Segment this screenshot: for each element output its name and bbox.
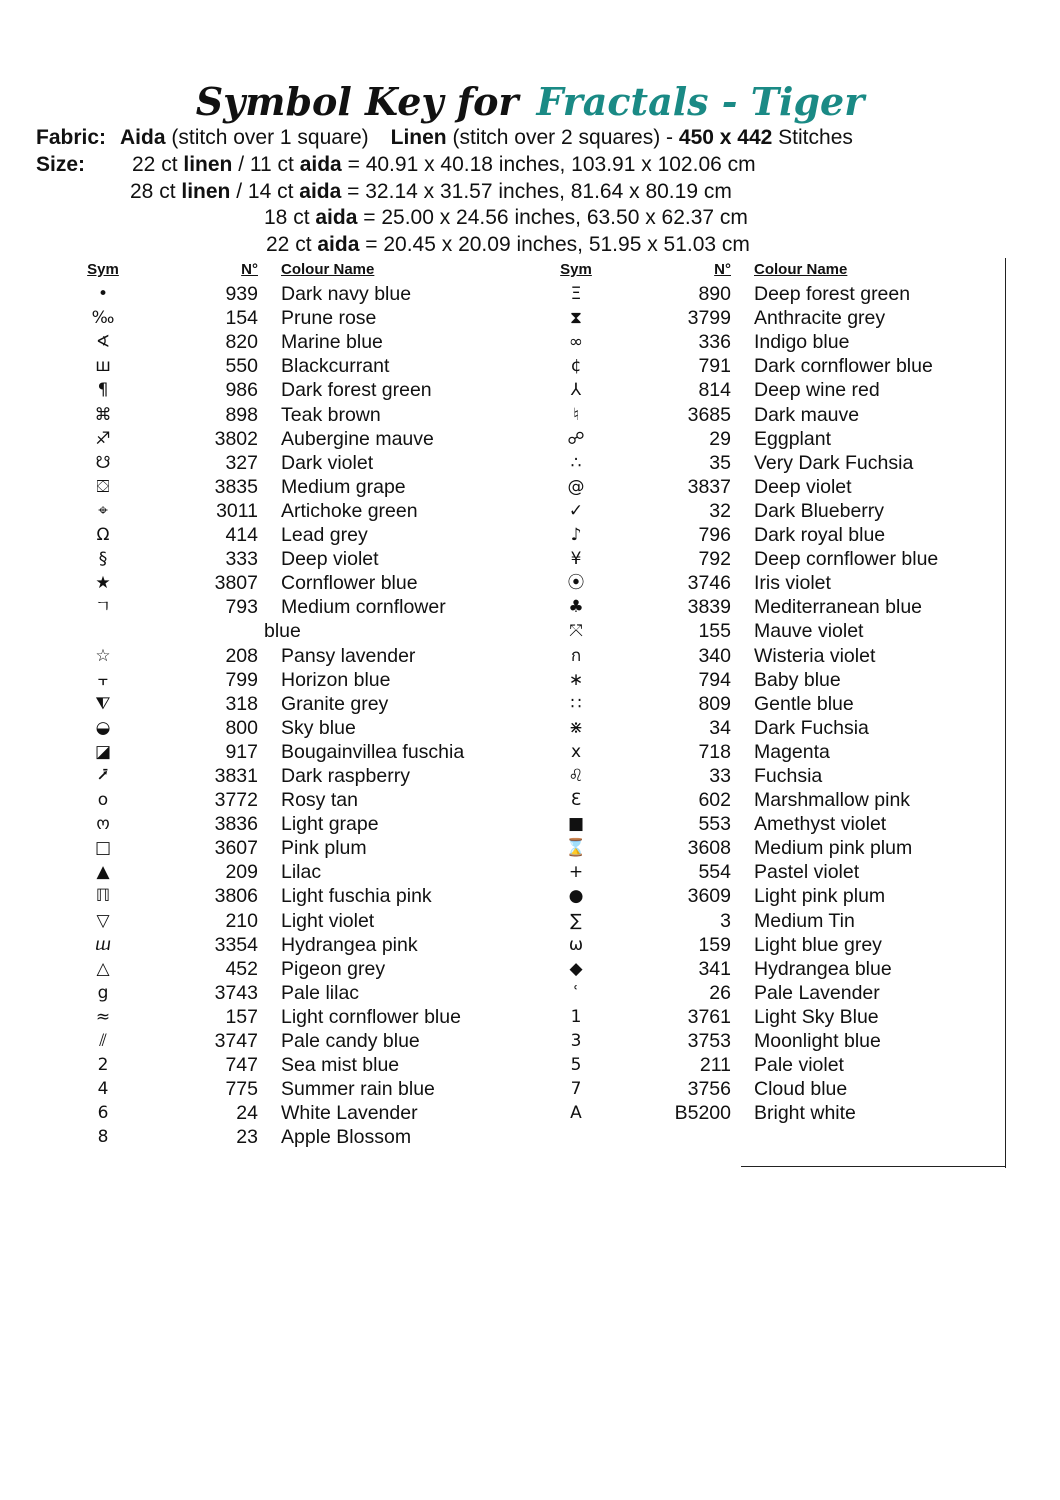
table-border-right bbox=[1005, 258, 1006, 1168]
size-count: 22 ct bbox=[266, 233, 312, 256]
symbol-cell: ♪ bbox=[570, 525, 582, 546]
colour-name-cell: Dark Blueberry bbox=[754, 499, 885, 522]
colour-name-cell: Deep wine red bbox=[754, 379, 880, 402]
number-cell: 898 bbox=[225, 403, 258, 426]
number-cell: 794 bbox=[698, 668, 731, 691]
number-cell: 3772 bbox=[214, 789, 258, 812]
size-fabric: aida bbox=[315, 206, 358, 229]
symbol-cell: 3 bbox=[570, 1031, 582, 1051]
symbol-cell: ⌖ bbox=[98, 500, 108, 521]
colour-name-cell: Dark forest green bbox=[281, 379, 432, 402]
number-cell: 553 bbox=[698, 813, 731, 836]
colour-name-cell: Prune rose bbox=[281, 307, 377, 330]
symbol-cell: ∑ bbox=[570, 910, 582, 931]
colour-name-cell: Medium grape bbox=[281, 475, 406, 498]
size-dimensions: = 40.91 x 40.18 inches, 103.91 x 102.06 cm bbox=[347, 153, 756, 176]
symbol-cell: ☍ bbox=[567, 428, 585, 449]
colour-name-cell: Light cornflower blue bbox=[281, 1005, 461, 1028]
colour-name-cell: Light fuschia pink bbox=[281, 885, 432, 908]
symbol-cell: ♮ bbox=[572, 404, 580, 425]
colour-name-cell: Deep forest green bbox=[754, 283, 911, 306]
number-cell: 35 bbox=[709, 451, 731, 474]
title-prefix: Symbol Key for bbox=[195, 79, 519, 124]
colour-name-cell: Artichoke green bbox=[281, 499, 418, 522]
number-cell: B5200 bbox=[674, 1102, 731, 1125]
number-cell: 747 bbox=[225, 1054, 258, 1077]
number-cell: 3806 bbox=[214, 885, 258, 908]
symbol-cell: ʿ bbox=[573, 982, 579, 1003]
colour-name-cell: Bougainvillea fuschia bbox=[281, 740, 465, 763]
number-cell: 3685 bbox=[687, 403, 731, 426]
number-cell: 3831 bbox=[214, 764, 258, 787]
colour-name-cell: Sea mist blue bbox=[281, 1054, 400, 1077]
size-count: 18 ct bbox=[264, 206, 310, 229]
symbol-cell: 4 bbox=[97, 1079, 109, 1100]
symbol-cell: ℿ bbox=[95, 886, 111, 907]
symbol-cell: ⤧ bbox=[569, 621, 583, 642]
symbol-cell: ⌘ bbox=[94, 404, 112, 425]
colour-name-cell: Light violet bbox=[281, 909, 375, 932]
size-line-1 bbox=[36, 152, 756, 178]
colour-name-cell: Summer rain blue bbox=[281, 1078, 435, 1101]
number-cell: 820 bbox=[225, 331, 258, 354]
colour-name-cell: Magenta bbox=[754, 740, 830, 763]
colour-name-cell: Lilac bbox=[281, 861, 322, 884]
symbol-cell: ∷ bbox=[570, 693, 582, 714]
header-number: N° bbox=[714, 261, 731, 278]
number-cell: 157 bbox=[225, 1005, 258, 1028]
number-cell: 3839 bbox=[687, 596, 731, 619]
colour-name-cell: Indigo blue bbox=[754, 331, 850, 354]
colour-name-cell: Sky blue bbox=[281, 716, 356, 739]
symbol-cell: + bbox=[568, 862, 584, 883]
colour-name-cell: Dark Fuchsia bbox=[754, 716, 869, 739]
symbol-cell: ♣ bbox=[568, 597, 584, 618]
size-fabric: aida bbox=[299, 153, 342, 176]
fabric-label: Fabric: bbox=[36, 126, 107, 149]
number-cell: 3354 bbox=[214, 933, 258, 956]
number-cell: 318 bbox=[225, 692, 258, 715]
colour-name-cell: Horizon blue bbox=[281, 668, 391, 691]
number-cell: 550 bbox=[225, 355, 258, 378]
pattern-name: Fractals - Tiger bbox=[536, 79, 865, 124]
symbol-cell: A bbox=[570, 1103, 582, 1124]
number-cell: 890 bbox=[698, 283, 731, 306]
number-cell: 26 bbox=[709, 981, 731, 1004]
number-cell: 3608 bbox=[687, 837, 731, 860]
colour-name-cell: Pale candy blue bbox=[281, 1030, 420, 1052]
symbol-cell: ¢ bbox=[570, 356, 582, 377]
symbol-cell: ⌛ bbox=[565, 838, 587, 859]
symbol-cell: • bbox=[97, 284, 109, 305]
symbol-cell: ◪ bbox=[94, 741, 112, 762]
number-cell: 791 bbox=[698, 355, 731, 378]
colour-name-cell: Light Sky Blue bbox=[754, 1005, 879, 1028]
number-cell: 3 bbox=[720, 909, 731, 932]
symbol-cell: ო bbox=[96, 814, 110, 835]
symbol-cell: ■ bbox=[567, 814, 585, 835]
colour-name-cell: Dark raspberry bbox=[281, 764, 410, 787]
symbol-cell: x bbox=[570, 741, 582, 762]
colour-name-cell: Pigeon grey bbox=[281, 957, 386, 980]
number-cell: 154 bbox=[225, 307, 258, 330]
number-cell: 814 bbox=[698, 379, 731, 402]
colour-name-cell: Eggplant bbox=[754, 427, 831, 450]
colour-name-cell: Bright white bbox=[754, 1102, 856, 1125]
symbol-cell: @ bbox=[567, 476, 585, 497]
symbol-cell: ⅄ bbox=[570, 380, 582, 401]
number-cell: 34 bbox=[709, 716, 731, 739]
symbol-cell: Ξ bbox=[570, 284, 582, 305]
colour-name-cell: Amethyst violet bbox=[754, 813, 887, 836]
size-count: 22 ct bbox=[132, 153, 178, 176]
page-title bbox=[0, 78, 1060, 126]
symbol-cell: 5 bbox=[570, 1055, 582, 1076]
number-cell: 341 bbox=[698, 957, 731, 980]
colour-name-cell: Baby blue bbox=[754, 668, 841, 691]
colour-name-cell: Light pink plum bbox=[754, 885, 886, 908]
fabric-aida-note: (stitch over 1 square) bbox=[171, 126, 369, 149]
symbol-cell: 1 bbox=[570, 1006, 582, 1027]
colour-name-cell: Cornflower blue bbox=[281, 572, 418, 595]
stitches-word: Stitches bbox=[778, 126, 853, 149]
symbol-cell: ★ bbox=[95, 573, 111, 594]
symbol-cell: ◆ bbox=[569, 958, 583, 979]
number-cell: 800 bbox=[225, 716, 258, 739]
colour-name-cell: Deep violet bbox=[754, 475, 852, 498]
number-cell: 159 bbox=[698, 933, 731, 956]
number-cell: 3753 bbox=[687, 1030, 731, 1052]
colour-name-cell: Dark cornflower blue bbox=[754, 355, 933, 378]
number-cell: 340 bbox=[698, 644, 731, 667]
header-number: N° bbox=[241, 261, 258, 278]
number-cell: 29 bbox=[709, 427, 731, 450]
symbol-cell: ◒ bbox=[95, 717, 111, 738]
colour-name-cell: White Lavender bbox=[281, 1102, 418, 1125]
symbol-cell: ⧗ bbox=[570, 308, 582, 329]
number-cell: 327 bbox=[225, 451, 258, 474]
number-cell: 208 bbox=[225, 644, 258, 667]
colour-name-cell: Dark royal blue bbox=[754, 524, 886, 547]
colour-name-cell: Dark violet bbox=[281, 451, 374, 474]
symbol-cell: 6 bbox=[97, 1103, 109, 1124]
number-cell: 793 bbox=[225, 596, 258, 619]
symbol-cell: □ bbox=[94, 838, 112, 859]
number-cell: 939 bbox=[225, 283, 258, 306]
number-cell: 23 bbox=[236, 1126, 258, 1149]
size-dimensions: = 25.00 x 24.56 inches, 63.50 x 62.37 cm bbox=[357, 206, 748, 229]
symbol-cell: 8 bbox=[97, 1127, 109, 1148]
number-cell: 718 bbox=[698, 740, 731, 763]
header-colour-name: Colour Name bbox=[754, 261, 848, 278]
number-cell: 414 bbox=[225, 524, 258, 547]
number-cell: 796 bbox=[698, 524, 731, 547]
number-cell: 3743 bbox=[214, 981, 258, 1004]
header-sym: Sym bbox=[560, 261, 592, 278]
number-cell: 3746 bbox=[687, 572, 731, 595]
colour-name-cell: Hydrangea pink bbox=[281, 933, 418, 956]
table-border-bottom bbox=[741, 1166, 1006, 1167]
symbol-cell: ∴ bbox=[570, 452, 582, 473]
symbol-cell: ㄱ bbox=[94, 597, 112, 618]
colour-name-cell: Light blue grey bbox=[754, 933, 882, 956]
symbol-cell: ⫟ bbox=[97, 669, 109, 690]
colour-name-cell: Marine blue bbox=[281, 331, 383, 354]
size-fabric: aida bbox=[299, 180, 342, 203]
symbol-cell: Ɛ bbox=[570, 790, 582, 811]
fabric-line bbox=[36, 125, 853, 151]
symbol-cell: § bbox=[98, 549, 108, 570]
header-colour-name: Colour Name bbox=[281, 261, 375, 278]
symbol-cell: ∞ bbox=[568, 332, 584, 353]
symbol-cell: ก bbox=[570, 645, 582, 666]
colour-name-cell: Dark navy blue bbox=[281, 283, 412, 306]
symbol-cell: g bbox=[97, 982, 109, 1003]
colour-name-cell: Pansy lavender bbox=[281, 644, 416, 667]
size-line-4 bbox=[266, 232, 750, 258]
symbol-cell: ‰ bbox=[91, 308, 115, 329]
symbol-cell: ⭷ bbox=[97, 765, 109, 786]
colour-name-cell: Pink plum bbox=[281, 837, 367, 860]
symbol-cell: 2 bbox=[97, 1055, 109, 1076]
number-cell: 3836 bbox=[214, 813, 258, 836]
number-cell: 3761 bbox=[687, 1005, 731, 1028]
colour-name-cell: Mediterranean blue bbox=[754, 596, 923, 619]
number-cell: 3756 bbox=[687, 1078, 731, 1101]
number-cell: 155 bbox=[698, 620, 731, 643]
size-fabric: linen bbox=[183, 153, 233, 176]
number-cell: 3609 bbox=[687, 885, 731, 908]
symbol-cell: ☆ bbox=[95, 645, 111, 666]
symbol-cell: △ bbox=[96, 958, 110, 979]
colour-name-cell: Deep violet bbox=[281, 548, 379, 571]
symbol-cell: 7 bbox=[570, 1079, 582, 1100]
colour-name-cell: Cloud blue bbox=[754, 1078, 848, 1101]
number-cell: 799 bbox=[225, 668, 258, 691]
colour-name-cell: Pale violet bbox=[754, 1054, 844, 1077]
colour-name-cell: Aubergine mauve bbox=[281, 427, 434, 450]
fabric-linen-note: (stitch over 2 squares) - bbox=[452, 126, 674, 149]
colour-name-cell: Wisteria violet bbox=[754, 644, 876, 667]
symbol-cell: ω bbox=[568, 934, 584, 955]
symbol-cell: ∢ bbox=[95, 332, 111, 353]
number-cell: 3837 bbox=[687, 475, 731, 498]
colour-name-cell: Pale Lavender bbox=[754, 981, 880, 1004]
symbol-cell: ▽ bbox=[96, 910, 110, 931]
size-label: Size: bbox=[36, 153, 86, 176]
colour-name-cell: Pale lilac bbox=[281, 981, 360, 1004]
number-cell: 33 bbox=[709, 764, 731, 787]
colour-name-cell: Fuchsia bbox=[754, 764, 823, 787]
symbol-cell: ⦿ bbox=[567, 573, 585, 594]
colour-name-cell: Very Dark Fuchsia bbox=[754, 451, 914, 474]
size-dimensions: = 32.14 x 31.57 inches, 81.64 x 80.19 cm bbox=[347, 180, 732, 203]
symbol-cell: ⫽ bbox=[99, 1031, 107, 1051]
symbol-cell: ♐ bbox=[95, 428, 111, 449]
number-cell: 336 bbox=[698, 331, 731, 354]
colour-name-cell: Teak brown bbox=[281, 403, 381, 426]
size-fabric: linen bbox=[181, 180, 231, 203]
number-cell: 3802 bbox=[214, 427, 258, 450]
size-count: 28 ct bbox=[130, 180, 176, 203]
colour-name-cell: Medium cornflower bbox=[281, 596, 446, 619]
number-cell: 3607 bbox=[214, 837, 258, 860]
number-cell: 3807 bbox=[214, 572, 258, 595]
colour-name-cell: Apple Blossom bbox=[281, 1126, 412, 1149]
colour-name-cell: Rosy tan bbox=[281, 789, 358, 812]
colour-name-cell: Medium Tin bbox=[754, 909, 855, 932]
colour-name-cell: Hydrangea blue bbox=[754, 957, 892, 980]
symbol-cell: ∗ bbox=[568, 669, 584, 690]
symbol-cell: ≈ bbox=[95, 1006, 111, 1027]
size-count: / 14 ct bbox=[236, 180, 294, 203]
symbol-cell: ¶ bbox=[97, 380, 109, 401]
number-cell: 24 bbox=[236, 1102, 258, 1125]
colour-name-cell: Iris violet bbox=[754, 572, 831, 595]
colour-name-cell: Mauve violet bbox=[754, 620, 864, 643]
size-line-3 bbox=[264, 205, 748, 231]
colour-name-cell: Lead grey bbox=[281, 524, 368, 547]
colour-name-cell: Blackcurrant bbox=[281, 355, 390, 378]
number-cell: 209 bbox=[225, 861, 258, 884]
symbol-cell: ▲ bbox=[96, 862, 110, 883]
colour-name-cell: Granite grey bbox=[281, 692, 389, 715]
symbol-cell: ⴍ bbox=[95, 934, 111, 955]
number-cell: 775 bbox=[225, 1078, 258, 1101]
stitch-count: 450 x 442 bbox=[678, 126, 773, 149]
symbol-cell: Ω bbox=[96, 525, 110, 546]
colour-name-cell: Anthracite grey bbox=[754, 307, 886, 330]
symbol-cell: ☋ bbox=[95, 452, 111, 473]
colour-name-cell: Pastel violet bbox=[754, 861, 860, 884]
symbol-cell: ● bbox=[568, 886, 584, 907]
number-cell: 32 bbox=[709, 499, 731, 522]
colour-name-cell: Dark mauve bbox=[754, 403, 860, 426]
colour-name-cell: Moonlight blue bbox=[754, 1030, 881, 1052]
header-sym: Sym bbox=[87, 261, 119, 278]
number-cell: 333 bbox=[225, 548, 258, 571]
colour-name-cell: Gentle blue bbox=[754, 692, 854, 715]
number-cell: 986 bbox=[225, 379, 258, 402]
number-cell: 792 bbox=[698, 548, 731, 571]
symbol-cell: ✓ bbox=[568, 500, 584, 521]
number-cell: 917 bbox=[225, 740, 258, 763]
symbol-cell: ⋇ bbox=[568, 717, 584, 738]
symbol-cell: ш bbox=[95, 356, 111, 377]
size-count: / 11 ct bbox=[238, 153, 294, 176]
symbol-cell: o bbox=[97, 790, 109, 811]
number-cell: 3835 bbox=[214, 475, 258, 498]
symbol-cell: ♌ bbox=[568, 765, 584, 786]
colour-name-cell: Deep cornflower blue bbox=[754, 548, 939, 571]
number-cell: 210 bbox=[225, 909, 258, 932]
number-cell: 211 bbox=[699, 1054, 731, 1077]
number-cell: 809 bbox=[698, 692, 731, 715]
number-cell: 602 bbox=[698, 789, 731, 812]
fabric-linen: Linen bbox=[390, 126, 447, 149]
symbol-cell: ⧨ bbox=[95, 693, 111, 714]
number-cell: 3799 bbox=[687, 307, 731, 330]
number-cell: 452 bbox=[225, 957, 258, 980]
size-fabric: aida bbox=[317, 233, 360, 256]
size-line-2 bbox=[130, 179, 732, 205]
symbol-cell: ¥ bbox=[570, 549, 582, 570]
colour-name-cell: Light grape bbox=[281, 813, 379, 836]
number-cell: 554 bbox=[698, 861, 731, 884]
colour-name-cell: Marshmallow pink bbox=[754, 789, 911, 812]
symbol-cell: ⛋ bbox=[96, 476, 110, 497]
number-cell: 3011 bbox=[216, 499, 258, 522]
colour-name-wrap: blue bbox=[264, 620, 301, 643]
fabric-aida: Aida bbox=[120, 126, 166, 149]
size-dimensions: = 20.45 x 20.09 inches, 51.95 x 51.03 cm bbox=[365, 233, 750, 256]
number-cell: 3747 bbox=[214, 1030, 258, 1052]
colour-name-cell: Medium pink plum bbox=[754, 837, 913, 860]
